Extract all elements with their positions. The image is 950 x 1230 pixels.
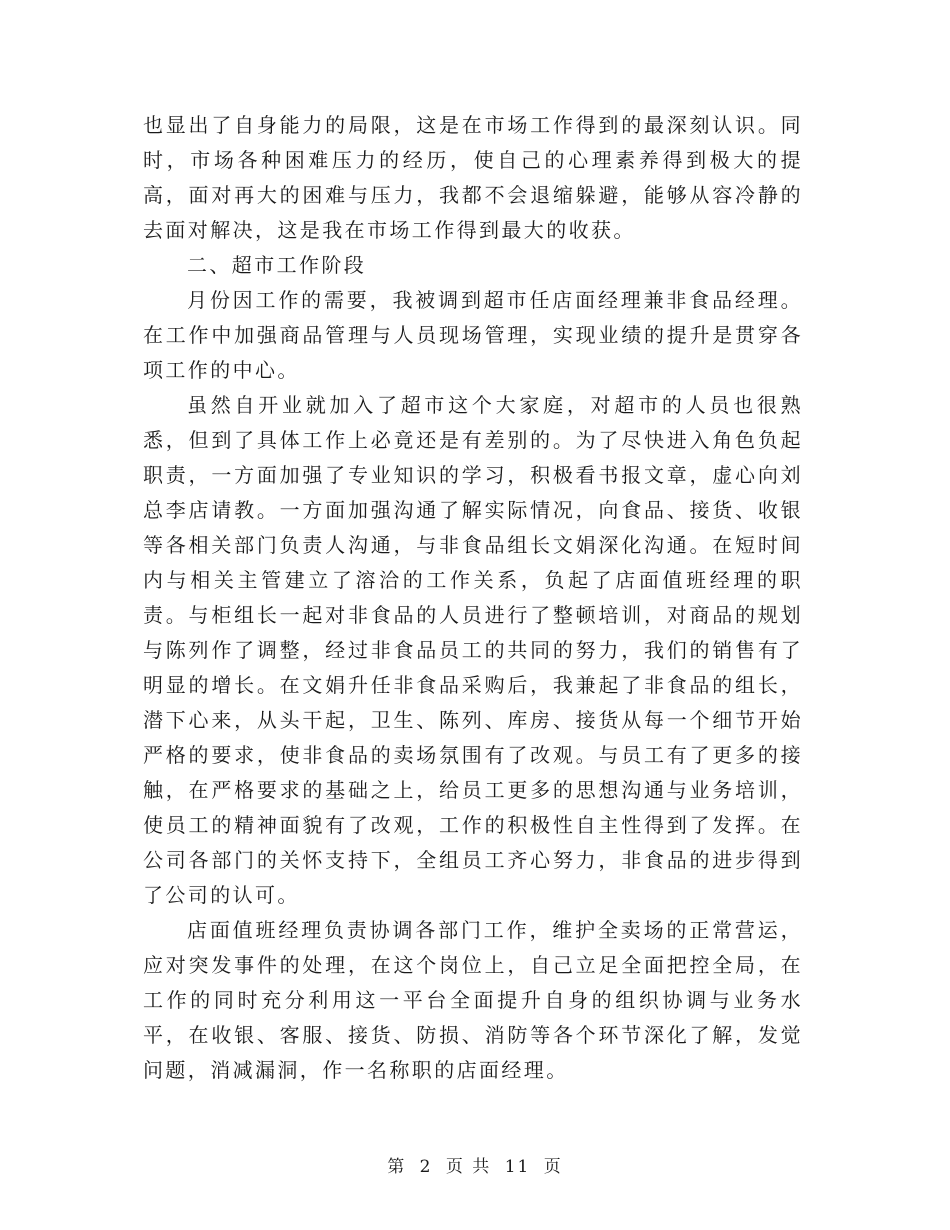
footer-prefix: 第 (387, 1157, 407, 1177)
footer-suffix: 页 (543, 1157, 563, 1177)
section-heading: 二、超市工作阶段 (187, 253, 367, 277)
total-pages: 11 (504, 1157, 531, 1177)
paragraph: 店面值班经理负责协调各部门工作，维护全卖场的正常营运，应对突发事件的处理，在这个岗位上，自己立足全面把控全局，在工作的同时充分利用这一平台全面提升自身的组织协调与业务水平，在收银、客服、接货、防损、消防等各个环节深化了解，发觉问题，消减漏洞，作一名称职的店面经理。 (143, 918, 803, 1082)
page-footer (0, 1152, 950, 1177)
page-number: 2 (419, 1157, 433, 1177)
body-text (143, 108, 803, 1088)
footer-middle: 页 共 (445, 1157, 492, 1177)
paragraph: 虽然自开业就加入了超市这个大家庭，对超市的人员也很熟悉，但到了具体工作上必竟还是有差别的。为了尽快进入角色负起职责，一方面加强了专业知识的学习，积极看书报文章，虚心向刘总李店请教。一方面加强沟通了解实际情况，向食品、接货、收银等各相关部门负责人沟通，与非食品组长文娟深化沟通。在短时间内与相关主管建立了溶洽的工作关系，负起了店面值班经理的职责。与柜组长一起对非食品的人员进行了整顿培训，对商品的规划与陈列作了调整，经过非食品员工的共同的努力，我们的销售有了明显的增长。在文娟升任非食品采购后，我兼起了非食品的组长，潜下心来，从头干起，卫生、陈列、库房、接货从每一个细节开始严格的要求，使非食品的卖场氛围有了改观。与员工有了更多的接触，在严格要求的基础之上，给员工更多的思想沟通与业务培训，使员工的精神面貌有了改观，工作的积极性自主性得到了发挥。在公司各部门的关怀支持下，全组员工齐心努力，非食品的进步得到了公司的认可。 (143, 393, 803, 907)
paragraph: 月份因工作的需要，我被调到超市任店面经理兼非食品经理。在工作中加强商品管理与人员现场管理，实现业绩的提升是贯穿各项工作的中心。 (143, 288, 803, 382)
paragraph-continuation: 也显出了自身能力的局限，这是在市场工作得到的最深刻认识。同时，市场各种困难压力的经历，使自己的心理素养得到极大的提高，面对再大的困难与压力，我都不会退缩躲避，能够从容冷静的去面对解决，这是我在市场工作得到最大的收获。 (143, 113, 803, 242)
